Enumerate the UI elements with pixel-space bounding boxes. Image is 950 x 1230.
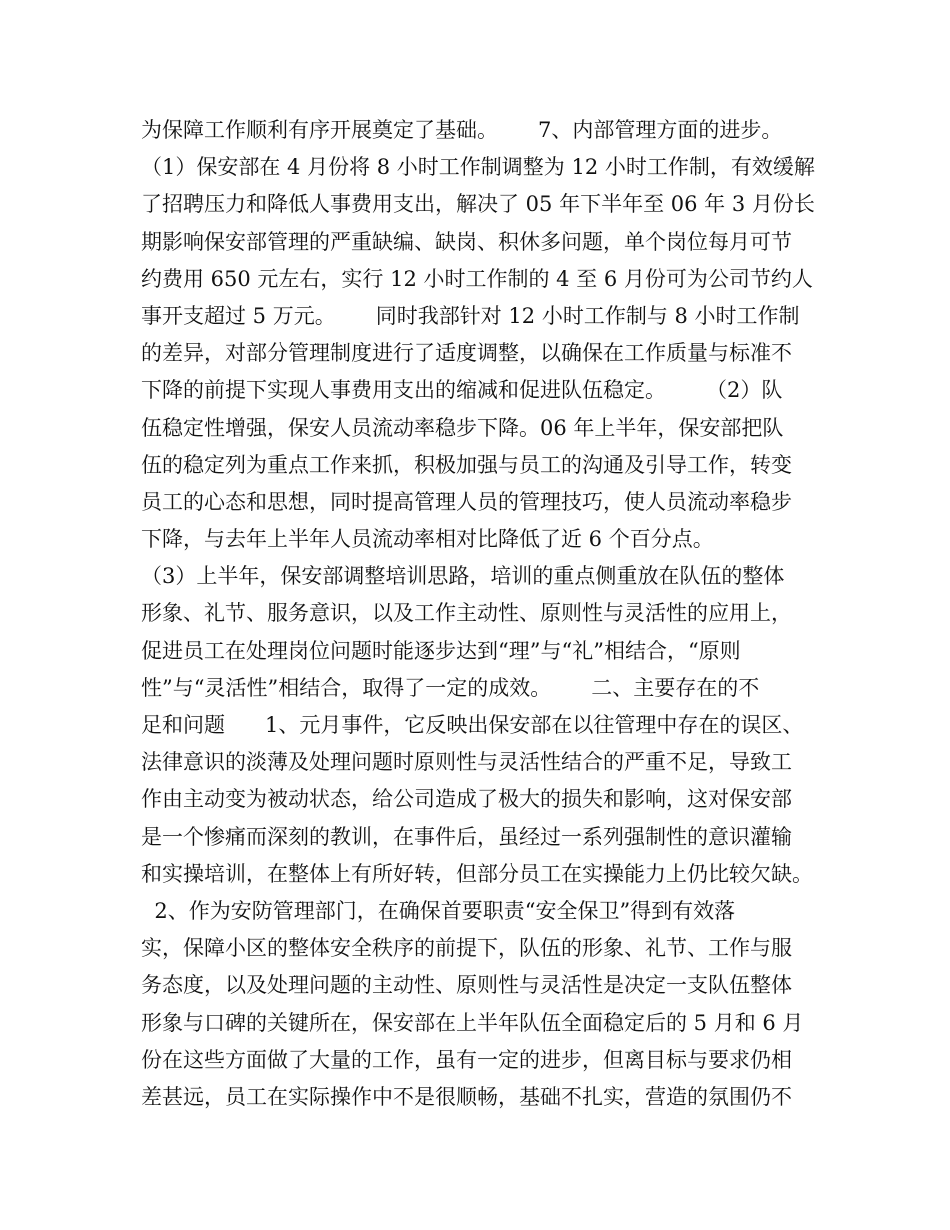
text-line-20: 是一个惨痛而深刻的教训，在事件后，虽经过一系列强制性的意识灌输 [141, 824, 792, 849]
text-line-1: 为保障工作顺利有序开展奠定了基础。 7、内部管理方面的进步。 [141, 118, 783, 142]
text-line-4: 期影响保安部管理的严重缺编、缺岗、积休多问题，单个岗位每月可节 [141, 229, 792, 254]
text-line-27: 差甚远，员工在实际操作中不是很顺畅，基础不扎实，营造的氛围仍不 [141, 1084, 792, 1109]
text-line-23: 实，保障小区的整体安全秩序的前提下，队伍的形象、礼节、工作与服 [141, 936, 792, 961]
text-line-9: 伍稳定性增强，保安人员流动率稳步下降。06 年上半年，保安部把队 [141, 415, 784, 440]
text-line-10: 伍的稳定列为重点工作来抓，积极加强与员工的沟通及引导工作，转变 [141, 452, 792, 477]
text-line-14: 形象、礼节、服务意识，以及工作主动性、原则性与灵活性的应用上， [141, 601, 792, 626]
body-text [141, 112, 813, 1116]
text-line-16: 性”与“灵活性”相结合，取得了一定的成效。 二、主要存在的不 [141, 675, 760, 700]
text-line-5: 约费用 650 元左右，实行 12 小时工作制的 4 至 6 月份可为公司节约人 [141, 266, 813, 291]
text-line-21: 和实操培训，在整体上有所好转，但部分员工在实操能力上仍比较欠缺。 [141, 861, 813, 886]
text-line-19: 作由主动变为被动状态，给公司造成了极大的损失和影响，这对保安部 [141, 787, 792, 812]
text-line-11: 员工的心态和思想，同时提高管理人员的管理技巧，使人员流动率稳步 [141, 489, 792, 514]
text-line-8: 下降的前提下实现人事费用支出的缩减和促进队伍稳定。 （2）队 [141, 378, 783, 403]
text-line-12: 下降，与去年上半年人员流动率相对比降低了近 6 个百分点。 [141, 527, 714, 552]
text-line-24: 务态度，以及处理问题的主动性、原则性与灵活性是决定一支队伍整体 [141, 973, 792, 998]
text-line-22: 2、作为安防管理部门，在确保首要职责“安全保卫”得到有效落 [141, 898, 736, 923]
text-line-7: 的差异，对部分管理制度进行了适度调整，以确保在工作质量与标准不 [141, 341, 792, 366]
text-line-26: 份在这些方面做了大量的工作，虽有一定的进步，但离目标与要求仍相 [141, 1047, 792, 1072]
text-line-3: 了招聘压力和降低人事费用支出，解决了 05 年下半年至 06 年 3 月份长 [141, 192, 815, 217]
text-line-2: （1）保安部在 4 月份将 8 小时工作制调整为 12 小时工作制，有效缓解 [141, 155, 815, 180]
text-line-18: 法律意识的淡薄及处理问题时原则性与灵活性结合的严重不足，导致工 [141, 750, 792, 775]
text-line-25: 形象与口碑的关键所在，保安部在上半年队伍全面稳定后的 5 月和 6 月 [141, 1010, 804, 1035]
text-line-6: 事开支超过 5 万元。 同时我部针对 12 小时工作制与 8 小时工作制 [141, 303, 800, 328]
text-line-15: 促进员工在处理岗位问题时能逐步达到“理”与“礼”相结合，“原则 [141, 638, 741, 663]
text-line-13: （3）上半年，保安部调整培训思路，培训的重点侧重放在队伍的整体 [141, 564, 785, 589]
text-line-17: 足和问题 1、元月事件，它反映出保安部在以往管理中存在的误区、 [141, 713, 804, 737]
